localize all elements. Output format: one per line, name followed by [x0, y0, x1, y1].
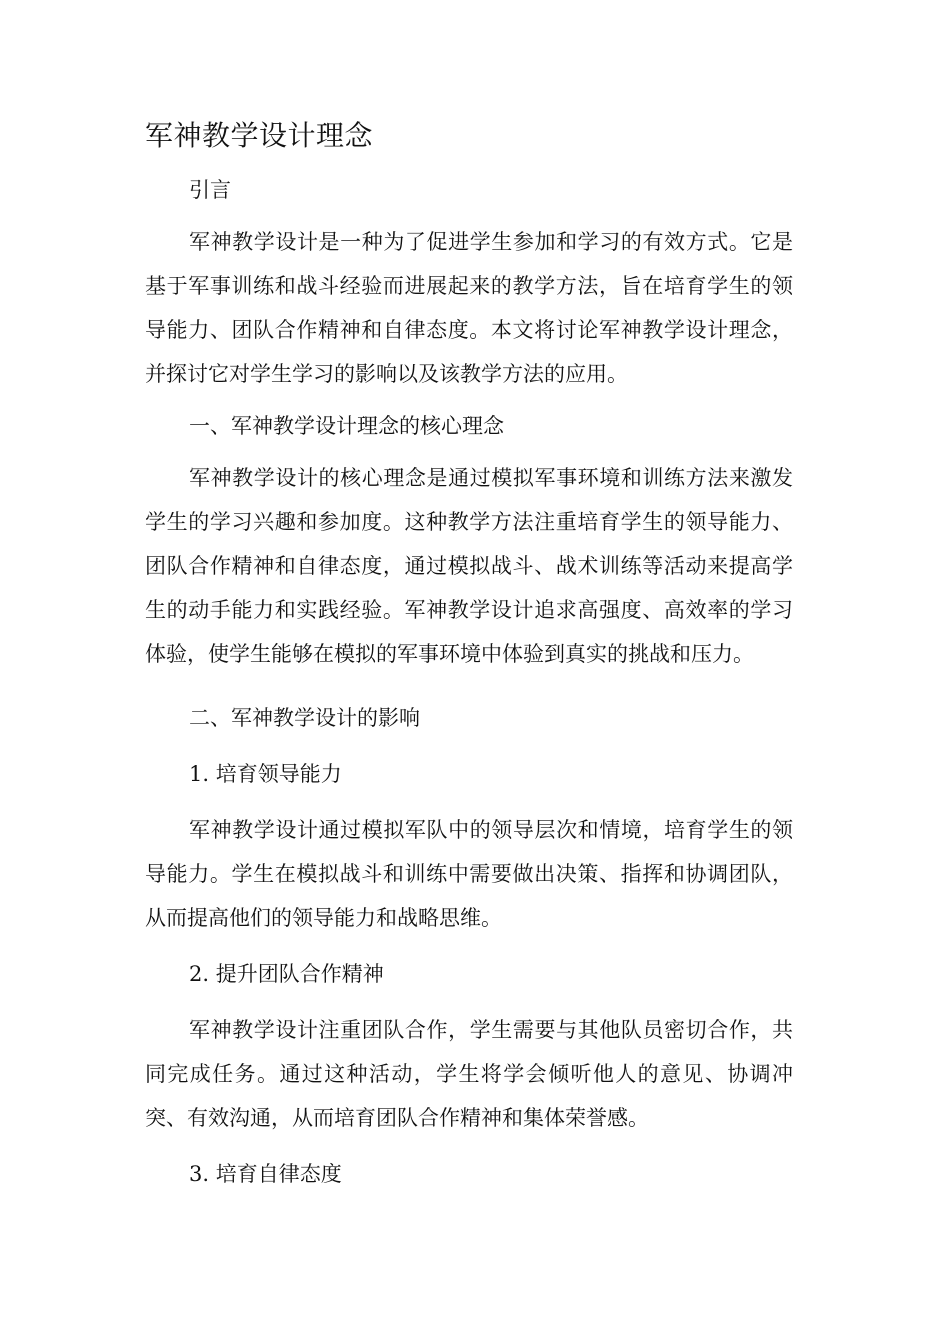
section2-item1-heading: 1. 培育领导能力: [189, 762, 342, 786]
section1-paragraph: 军神教学设计的核心理念是通过模拟军事环境和训练方法来激发学生的学习兴趣和参加度。这种教学方法注重培育学生的领导能力、团队合作精神和自律态度，通过模拟战斗、战术训练等活动来提高学生的动手能力和实践经验。军神教学设计追求高强度、高效率的学习体验，使学生能够在模拟的军事环境中体验到真实的挑战和压力。: [145, 466, 793, 666]
section1-heading: 一、军神教学设计理念的核心理念: [189, 414, 504, 438]
document-body: [145, 168, 793, 1196]
intro-heading: 引言: [189, 178, 231, 202]
section2-item3-heading: 3. 培育自律态度: [189, 1162, 342, 1186]
section2-heading: 二、军神教学设计的影响: [189, 706, 420, 730]
document-title: 军神教学设计理念: [145, 119, 374, 152]
section2-item2-heading: 2. 提升团队合作精神: [189, 962, 384, 986]
intro-paragraph: 军神教学设计是一种为了促进学生参加和学习的有效方式。它是基于军事训练和战斗经验而进展起来的教学方法，旨在培育学生的领导能力、团队合作精神和自律态度。本文将讨论军神教学设计理念，并探讨它对学生学习的影响以及该教学方法的应用。: [145, 230, 793, 386]
section2-item1-paragraph: 军神教学设计通过模拟军队中的领导层次和情境，培育学生的领导能力。学生在模拟战斗和训练中需要做出决策、指挥和协调团队，从而提高他们的领导能力和战略思维。: [145, 818, 793, 930]
section2-item2-paragraph: 军神教学设计注重团队合作，学生需要与其他队员密切合作，共同完成任务。通过这种活动，学生将学会倾听他人的意见、协调冲突、有效沟通，从而培育团队合作精神和集体荣誉感。: [145, 1018, 793, 1130]
